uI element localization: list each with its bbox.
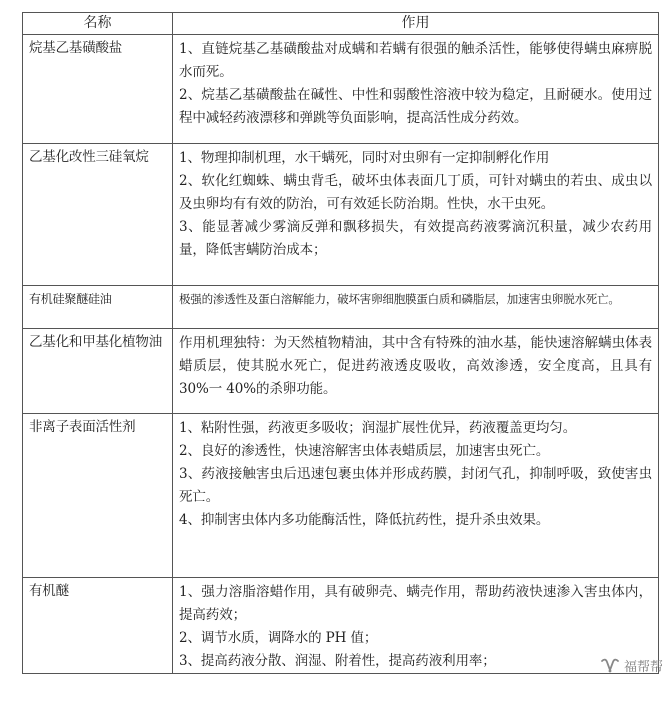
row-name: 乙基化改性三硅氧烷 xyxy=(23,144,173,286)
table-row xyxy=(23,286,659,329)
row-effect xyxy=(173,144,659,286)
table-row xyxy=(23,578,659,674)
watermark-text: 福帮帮 xyxy=(623,660,663,675)
row-effect xyxy=(173,286,659,329)
row-effect xyxy=(173,35,659,144)
effect-paragraph: 4、抑制害虫体内多功能酶活性，降低抗药性，提升杀虫效果。 xyxy=(179,512,550,528)
header-effect: 作用 xyxy=(173,13,659,35)
effect-paragraph: 1、物理抑制机理，水干螨死，同时对虫卵有一定抑制孵化作用 xyxy=(179,150,550,166)
table-row xyxy=(23,329,659,414)
effect-paragraph: 极强的渗透性及蛋白溶解能力，破坏害卵细胞膜蛋白质和磷脂层，加速害虫卵脱水死亡。 xyxy=(179,292,620,306)
row-name: 有机醚 xyxy=(23,578,173,674)
row-effect xyxy=(173,578,659,674)
row-name: 乙基化和甲基化植物油 xyxy=(23,329,173,414)
row-name: 烷基乙基磺酸盐 xyxy=(23,35,173,144)
effect-paragraph: 3、提高药液分散、润湿、附着性，提高药液利用率； xyxy=(179,653,496,669)
agent-table xyxy=(22,12,659,674)
effect-paragraph: 2、软化红蜘蛛、螨虫背毛，破坏虫体表面几丁质，可针对螨虫的若虫、成虫以及虫卵均有有效的防治，可有效延长防治期。性快，水干虫死。 xyxy=(179,173,652,212)
watermark xyxy=(600,656,663,675)
wechat-channel-icon xyxy=(600,658,620,674)
effect-paragraph: 2、调节水质，调降水的 PH 值； xyxy=(179,630,378,646)
table-row xyxy=(23,144,659,286)
table-row xyxy=(23,414,659,578)
effect-paragraph: 3、药液接触害虫后迅速包裹虫体并形成药膜，封闭气孔，抑制呼吸，致使害虫死亡。 xyxy=(179,466,652,505)
effect-paragraph: 2、良好的渗透性，快速溶解害虫体表蜡质层，加速害虫死亡。 xyxy=(179,443,550,459)
effect-paragraph: 作用机理独特：为天然植物精油，其中含有特殊的油水基，能快速溶解螨虫体表蜡质层，使其脱水死亡，促进药液透皮吸收，高效渗透，安全度高，且具有 30%一 40%的杀卵功能。 xyxy=(179,335,652,397)
row-effect xyxy=(173,414,659,578)
effect-paragraph: 3、能显著减少雾滴反弹和飘移损失，有效提高药液雾滴沉积量，减少农药用量，降低害螨防治成本； xyxy=(179,219,652,258)
table-row xyxy=(23,35,659,144)
row-effect xyxy=(173,329,659,414)
header-row xyxy=(23,13,659,35)
header-name: 名称 xyxy=(23,13,173,35)
effect-paragraph: 1、粘附性强，药液更多吸收；润湿扩展性优异，药液覆盖更均匀。 xyxy=(179,420,577,436)
effect-paragraph: 1、强力溶脂溶蜡作用，具有破卵壳、螨壳作用，帮助药液快速渗入害虫体内，提高药效； xyxy=(179,584,652,623)
row-name: 有机硅聚醚硅油 xyxy=(23,286,173,329)
effect-paragraph: 1、直链烷基乙基磺酸盐对成螨和若螨有很强的触杀活性，能够使得螨虫麻痹脱水而死。 xyxy=(179,41,652,80)
row-name: 非离子表面活性剂 xyxy=(23,414,173,578)
effect-paragraph: 2、烷基乙基磺酸盐在碱性、中性和弱酸性溶液中较为稳定，且耐硬水。使用过程中减轻药液漂移和弹跳等负面影响，提高活性成分药效。 xyxy=(179,87,652,126)
